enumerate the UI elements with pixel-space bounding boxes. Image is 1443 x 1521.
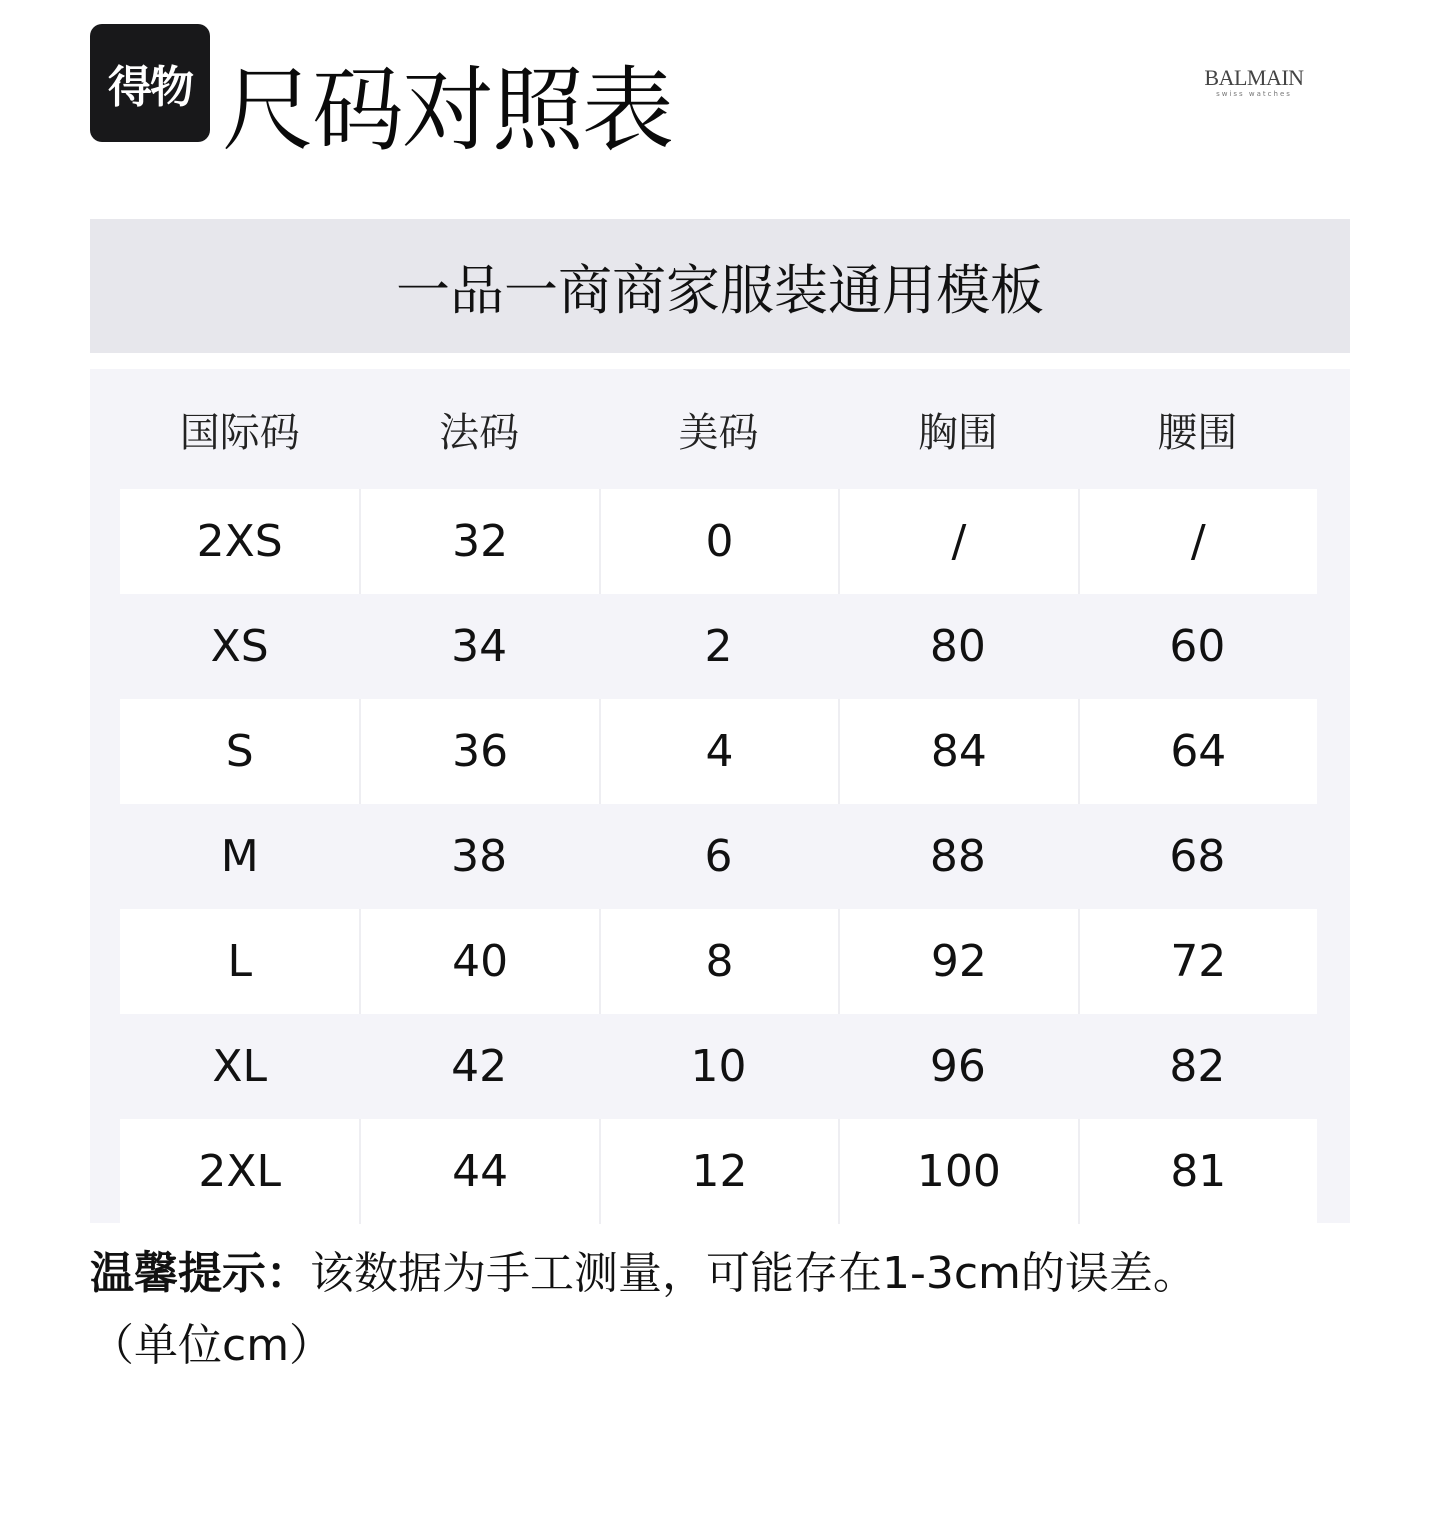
table-header-row [120, 369, 1317, 489]
cell-fr-size: 44 [359, 1119, 598, 1224]
note-text: 该数据为手工测量，可能存在1-3cm的误差。 [310, 1248, 1197, 1299]
table-row [120, 909, 1317, 1014]
cell-chest: 80 [929, 621, 986, 672]
header-international-size: 国际码 [179, 409, 300, 456]
cell-international-size: 2XS [196, 516, 283, 567]
header-us-size: 美码 [678, 409, 759, 456]
measurement-note [90, 1238, 1350, 1382]
cell-fr-size: 32 [359, 489, 598, 594]
cell-us-size: 12 [599, 1119, 838, 1224]
cell-us-size: 10 [690, 1041, 747, 1092]
logo-text: 得物 [108, 62, 192, 113]
cell-waist: / [1078, 489, 1317, 594]
cell-us-size: 0 [599, 489, 838, 594]
note-label: 温馨提示： [90, 1248, 310, 1299]
cell-chest: 100 [838, 1119, 1077, 1224]
cell-waist: 72 [1078, 909, 1317, 1014]
cell-fr-size: 36 [359, 699, 598, 804]
cell-waist: 60 [1169, 621, 1226, 672]
table-row [120, 489, 1317, 594]
brand-subtitle: swiss watches [1216, 90, 1292, 98]
header-waist: 腰围 [1157, 409, 1238, 456]
cell-waist: 81 [1078, 1119, 1317, 1224]
cell-us-size: 2 [704, 621, 733, 672]
cell-chest: / [838, 489, 1077, 594]
cell-waist: 68 [1169, 831, 1226, 882]
cell-waist: 82 [1169, 1041, 1226, 1092]
cell-fr-size: 38 [451, 831, 508, 882]
cell-international-size: L [227, 936, 252, 987]
header-chest: 胸围 [917, 409, 998, 456]
cell-chest: 88 [929, 831, 986, 882]
cell-fr-size: 34 [451, 621, 508, 672]
cell-chest: 84 [838, 699, 1077, 804]
cell-international-size: XS [210, 621, 269, 672]
table-row [120, 1014, 1317, 1119]
cell-international-size: XL [212, 1041, 268, 1092]
brand-name: BALMAIN [1204, 65, 1304, 90]
cell-us-size: 6 [704, 831, 733, 882]
brand-logo [1196, 66, 1312, 98]
cell-fr-size: 40 [359, 909, 598, 1014]
table-row [120, 699, 1317, 804]
size-table [90, 369, 1350, 1223]
table-row [120, 1119, 1317, 1224]
header-fr-size: 法码 [439, 409, 520, 456]
cell-international-size: S [225, 726, 254, 777]
dewu-logo [90, 24, 210, 142]
cell-us-size: 4 [599, 699, 838, 804]
cell-chest: 92 [838, 909, 1077, 1014]
cell-waist: 64 [1078, 699, 1317, 804]
cell-chest: 96 [929, 1041, 986, 1092]
page-title: 尺码对照表 [222, 57, 673, 164]
table-row [120, 804, 1317, 909]
cell-us-size: 8 [599, 909, 838, 1014]
template-title-banner [90, 219, 1350, 353]
cell-international-size: 2XL [198, 1146, 282, 1197]
table-row [120, 594, 1317, 699]
note-unit: （单位cm） [90, 1320, 334, 1371]
template-title: 一品一商商家服装通用模板 [396, 258, 1044, 322]
cell-international-size: M [220, 831, 259, 882]
cell-fr-size: 42 [451, 1041, 508, 1092]
